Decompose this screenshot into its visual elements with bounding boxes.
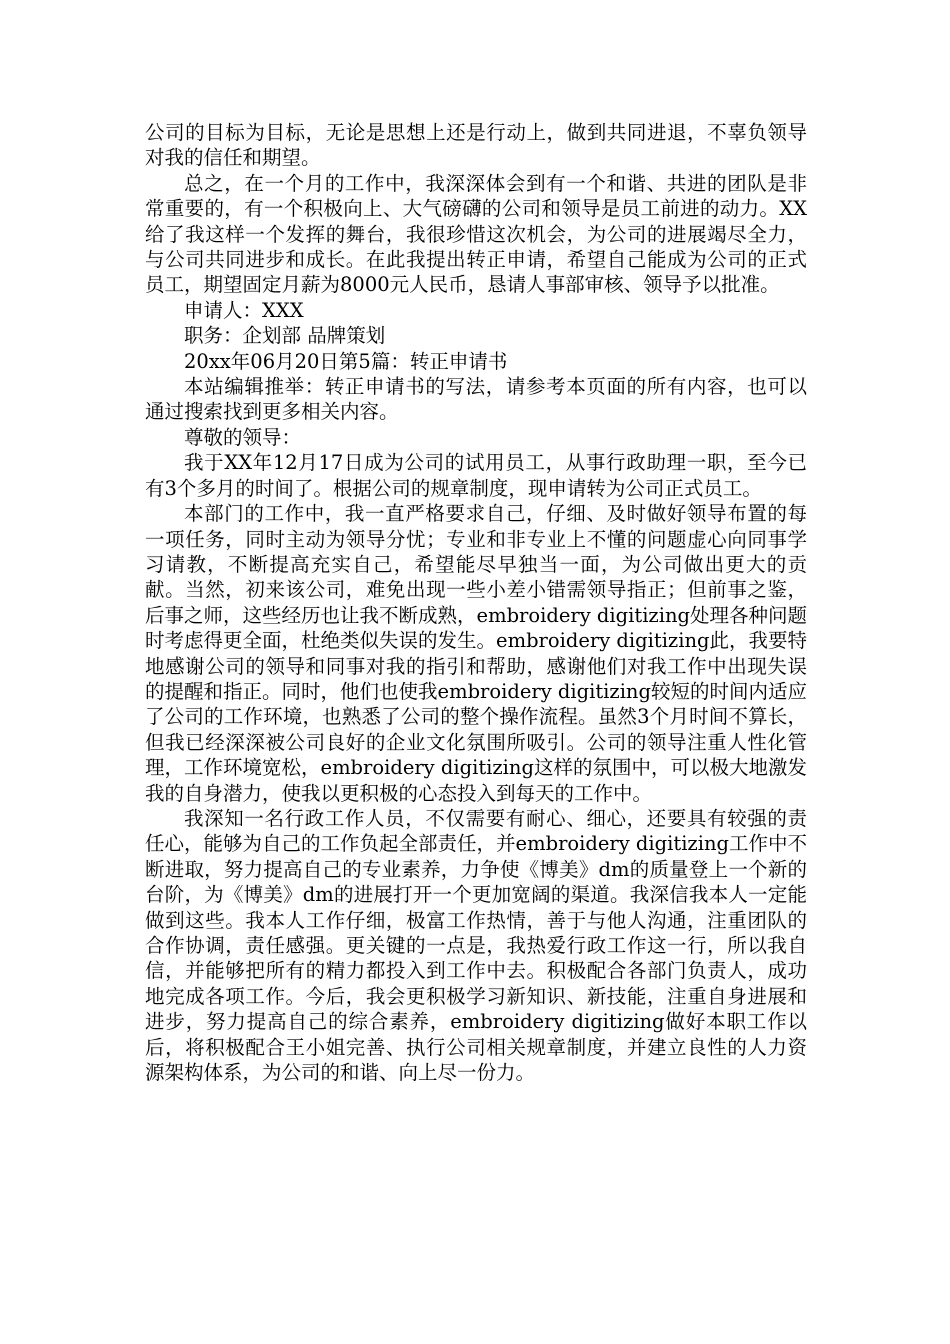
paragraph-continuation: 公司的目标为目标，无论是思想上还是行动上，做到共同进退，不辜负领导对我的信任和期望。 <box>145 121 807 170</box>
paragraph-work-experience: 本部门的工作中，我一直严格要求自己，仔细、及时做好领导布置的每一项任务，同时主动为领导分忧；专业和非专业上不懂的问题虚心向同事学习请教，不断提高充实自己，希望能尽早独当一面，为公司做出更大的贡献。当然，初来该公司，难免出现一些小差小错需领导指正；但前事之鉴，后事之师，这些经历也让我不断成熟，embroidery digitizing处理各种问题时考虑得更全面，杜绝类似失误的发生。embroidery digitizing此，我要特地感谢公司的领导和同事对我的指引和帮助，感谢他们对我工作中出现失误的提醒和指正。同时，他们也使我embroidery digitizing较短的时间内适应了公司的工作环境，也熟悉了公司的整个操作流程。虽然3个月时间不算长，但我已经深深被公司良好的企业文化氛围所吸引。公司的领导注重人性化管理，工作环境宽松，embroidery digitizing这样的氛围中，可以极大地激发我的自身潜力，使我以更积极的心态投入到每天的工作中。 <box>145 502 807 805</box>
date-and-section-heading: 20xx年06月20日第5篇：转正申请书 <box>184 349 508 373</box>
paragraph-introduction: 我于XX年12月17日成为公司的试用员工，从事行政助理一职，至今已有3个多月的时间了。根据公司的规章制度，现申请转为公司正式员工。 <box>145 451 807 500</box>
applicant-line: 申请人：XXX <box>184 298 304 322</box>
document-body <box>145 120 807 1085</box>
paragraph-summary: 总之，在一个月的工作中，我深深体会到有一个和谐、共进的团队是非常重要的，有一个积极向上、大气磅礴的公司和领导是员工前进的动力。XX给了我这样一个发挥的舞台，我很珍惜这次机会，为公司的进展竭尽全力，与公司共同进步和成长。在此我提出转正申请，希望自己能成为公司的正式员工，期望固定月薪为8000元人民币，恳请人事部审核、领导予以批准。 <box>145 171 807 297</box>
paragraph-self-assessment: 我深知一名行政工作人员，不仅需要有耐心、细心，还要具有较强的责任心，能够为自己的工作负起全部责任，并embroidery digitizing工作中不断进取，努力提高自己的专业素养，力争使《博美》dm的质量登上一个新的台阶，为《博美》dm的进展打开一个更加宽阔的渠道。我深信我本人一定能做到这些。我本人工作仔细，极富工作热情，善于与他人沟通，注重团队的合作协调，责任感强。更关键的一点是，我热爱行政工作这一行，所以我自信，并能够把所有的精力都投入到工作中去。积极配合各部门负责人，成功地完成各项工作。今后，我会更积极学习新知识、新技能，注重自身进展和进步，努力提高自己的综合素养，embroidery digitizing做好本职工作以后，将积极配合王小姐完善、执行公司相关规章制度，并建立良性的人力资源架构体系，为公司的和谐、向上尽一份力。 <box>145 806 807 1085</box>
salutation: 尊敬的领导： <box>184 425 302 449</box>
position-line: 职务：企划部 品牌策划 <box>184 324 386 348</box>
editor-note: 本站编辑推举：转正申请书的写法，请参考本页面的所有内容，也可以通过搜索找到更多相关内容。 <box>145 375 807 424</box>
